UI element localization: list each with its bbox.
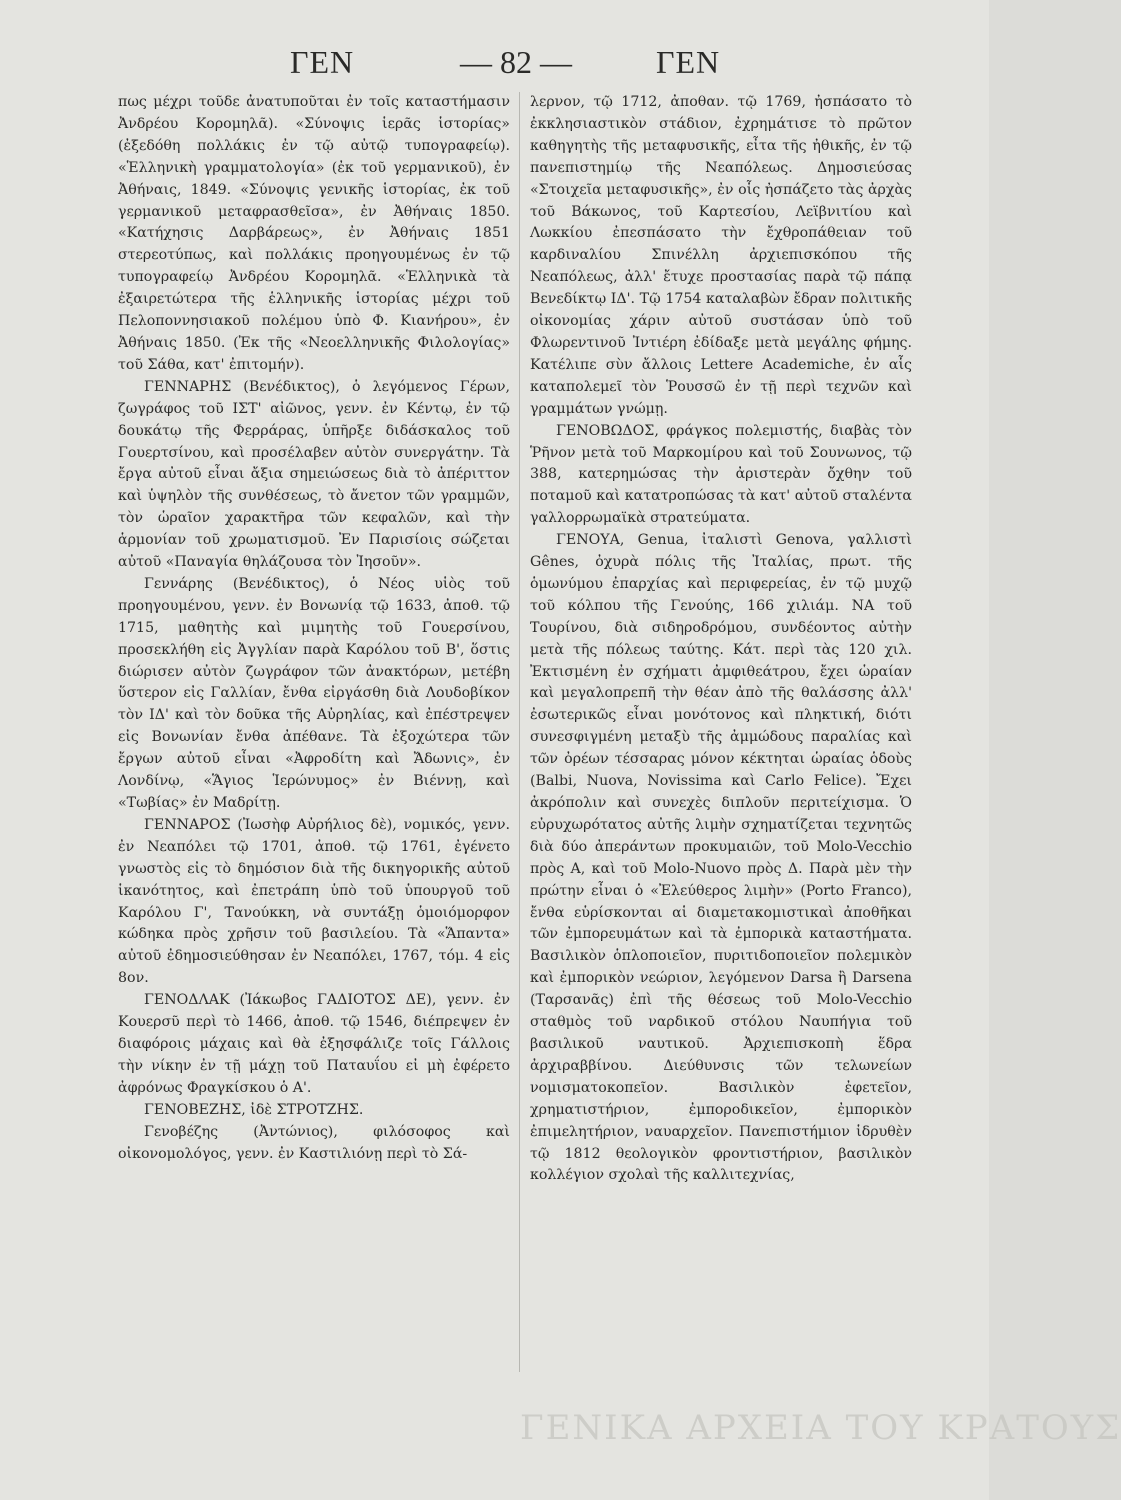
right-column (530, 92, 912, 1187)
archive-watermark: ΓΕΝΙΚΑ ΑΡΧΕΙΑ ΤΟΥ ΚΡΑΤΟΥΣ (520, 1408, 1121, 1448)
entry-paragraph: ΓΕΝΝΑΡΗΣ (Βενέδικτος), ὁ λεγόμενος Γέρων, ζωγράφος τοῦ ΙΣΤ' αἰῶνος, γενν. ἐν Κέντῳ, ἐν τῷ δουκάτῳ τῆς Φερράρας, ὑπῆρξε διδάσκαλος τοῦ Γουερτσίνου, καὶ προσέλαβεν αὐτὸν συνεργάτην. Τὰ ἔργα αὐτοῦ εἶναι ἄξια σημειώσεως διὰ τὸ ἀπέριττον καὶ ὑψηλὸν τῆς συνθέσεως, τὸ ἄνετον τῶν γραμμῶν, τὸν ὡραῖον χαρακτῆρα τῶν κεφαλῶν, καὶ τὴν ἁρμονίαν τοῦ χρωματισμοῦ. Ἐν Παρισίοις σώζεται αὐτοῦ «Παναγία θηλάζουσα τὸν Ἰησοῦν». (118, 378, 510, 571)
entry-paragraph: Γεννάρης (Βενέδικτος), ὁ Νέος υἱὸς τοῦ προηγουμένου, γενν. ἐν Βονωνίᾳ τῷ 1633, ἀποθ. τῷ 1715, μαθητὴς καὶ μιμητὴς τοῦ Γουερσίνου, προσεκλήθη εἰς Ἀγγλίαν παρὰ Καρόλου τοῦ Β', ὅστις διώρισεν αὐτὸν ζωγράφον τῶν ἀνακτόρων, μετέβη ὕστερον εἰς Γαλλίαν, ἔνθα εἰργάσθη διὰ Λουδοβίκον τὸν ΙΔ' καὶ τὸν δοῦκα τῆς Αὐρηλίας, καὶ ἐπέστρεψεν εἰς Βονωνίαν ἔνθα ἀπέθανε. Τὰ ἐξοχώτερα τῶν ἔργων αὐτοῦ εἶναι «Ἀφροδίτη καὶ Ἄδωνις», ἐν Λονδίνῳ, «Ἅγιος Ἱερώνυμος» ἐν Βιέννῃ, καὶ «Τωβίας» ἐν Μαδρίτῃ. (118, 575, 510, 811)
column-divider (519, 92, 520, 1372)
entry-paragraph: ΓΕΝΟΒΩΔΟΣ, φράγκος πολεμιστής, διαβὰς τὸν Ῥῆνον μετὰ τοῦ Μαρκομίρου καὶ τοῦ Σουνωνος, τῷ 388, κατερημώσας τὴν ἀριστερὰν ὄχθην τοῦ ποταμοῦ καὶ κατατροπώσας τὰ κατ' αὐτοῦ σταλέντα γαλλορρωμαϊκὰ στρατεύματα. (530, 422, 912, 527)
running-header (0, 44, 989, 94)
header-right-term: ΓΕΝ (656, 44, 721, 80)
page-number: — 82 — (460, 44, 572, 80)
entry-paragraph: ΓΕΝΟΥΑ, Genua, ἰταλιστὶ Genova, γαλλιστὶ Gênes, ὀχυρὰ πόλις τῆς Ἰταλίας, πρωτ. τῆς ὁμωνύμου ἐπαρχίας καὶ περιφερείας, ἐν τῷ μυχῷ τοῦ κόλπου τῆς Γενούης, 166 χιλιάμ. ΝΑ τοῦ Τουρίνου, διὰ σιδηροδρόμου, συνδέοντος αὐτὴν μετὰ τῆς πόλεως ταύτης. Κάτ. περὶ τὰς 120 χιλ. Ἐκτισμένη ἐν σχήματι ἀμφιθεάτρου, ἔχει ὡραίαν καὶ μεγαλοπρεπῆ τὴν θέαν ἀπὸ τῆς θαλάσσης ἀλλ' ἐσωτερικῶς εἶναι μονότονος καὶ πληκτική, διότι συνεσφιγμένη μεταξὺ τῆς ἀμμώδους παραλίας καὶ τῶν ὀρέων τέσσαρας μόνον κέκτηται ὡραίας ὁδοὺς (Balbi, Nuova, Novissima καὶ Carlo Felice). Ἔχει ἀκρόπολιν καὶ συνεχὲς διπλοῦν περιτείχισμα. Ὁ εὐρυχωρότατος αὐτῆς λιμὴν σχηματίζεται τεχνητῶς διὰ δύο ἀπεράντων προκυμαιῶν, τοῦ Molo-Vecchio πρὸς Α, καὶ τοῦ Molo-Nuovo πρὸς Δ. Παρὰ μὲν τὴν πρώτην εἶναι ὁ «Ἐλεύθερος λιμὴν» (Porto Franco), ἔνθα εὑρίσκονται αἱ διαμετακομιστικαὶ ἀποθῆκαι τῶν ἐμπορευμάτων καὶ τὰ ἐμπορικὰ καταστήματα. Βασιλικὸν ὁπλοποιεῖον, πυριτιδοποιεῖον πολεμικὸν καὶ ἐμπορικὸν νεώριον, λεγόμενον Darsa ἢ Darsena (Ταρσανᾶς) ἐπὶ τῆς θέσεως τοῦ Molo-Vecchio σταθμὸς τοῦ ναρδικοῦ στόλου Ναυπήγια τοῦ βασιλικοῦ ναυτικοῦ. Ἀρχιεπισκοπὴ ἕδρα ἀρχιραββίνου. Διεύθυνσις τῶν τελωνείων νομισματοκοπεῖον. Βασιλικὸν ἐφετεῖον, χρηματιστήριον, ἐμποροδικεῖον, ἐμπορικὸν ἐπιμελητήριον, ναυαρχεῖον. Πανεπιστήμιον ἱδρυθὲν τῷ 1812 θεολογικὸν φροντιστήριον, βασιλικὸν κολλέγιον σχολαὶ τῆς καλλιτεχνίας, (530, 532, 912, 1184)
entry-paragraph: λερνον, τῷ 1712, ἀποθαν. τῷ 1769, ἠσπάσατο τὸ ἐκκλησιαστικὸν στάδιον, ἐχρημάτισε τὸ πρῶτον καθηγητὴς τῆς μεταφυσικῆς, εἶτα τῆς ἠθικῆς, ἐν τῷ πανεπιστημίῳ τῆς Νεαπόλεως. Δημοσιεύσας «Στοιχεῖα μεταφυσικῆς», ἐν οἷς ἠσπάζετο τὰς ἀρχὰς τοῦ Βάκωνος, τοῦ Καρτεσίου, Λεϊβνιτίου καὶ Λωκκίου ἐπεσπάσατο τὴν ἔχθροπάθειαν τοῦ καρδιναλίου Σπινέλλη ἀρχιεπισκόπου τῆς Νεαπόλεως, ἀλλ' ἔτυχε προστασίας παρὰ τῷ πάπᾳ Βενεδίκτῳ ΙΔ'. Τῷ 1754 καταλαβὼν ἔδραν πολιτικῆς οἰκονομίας χάριν αὐτοῦ συστάσαν ὑπὸ τοῦ Φλωρεντινοῦ Ἰντιέρη ἐδίδαξε μετὰ μεγάλης φήμης. Κατέλιπε σὺν ἄλλοις Lettere Academiche, ἐν αἷς καταπολεμεῖ τὸν Ῥουσσῶ ἐν τῇ περὶ τεχνῶν καὶ γραμμάτων γνώμῃ. (530, 94, 912, 417)
entry-paragraph: ΓΕΝΟΒΕΖΗΣ, ἰδὲ ΣΤΡΟΤΖΗΣ. (144, 1101, 364, 1118)
left-column (118, 92, 510, 1165)
entry-paragraph: ΓΕΝΟΔΛΑΚ (Ἰάκωβος ΓΑΔΙΟΤΟΣ ΔΕ), γενν. ἐν Κουερσῦ περὶ τὸ 1466, ἀποθ. τῷ 1546, διέπρεψεν ἐν διαφόροις μάχαις καὶ θὰ ἐξησφάλιζε τοῖς Γάλλοις τὴν νίκην ἐν τῇ μάχῃ τοῦ Παταυΐου εἰ μὴ ἐφέρετο ἀφρόνως Φραγκίσκου ὁ Α'. (118, 992, 510, 1096)
entry-paragraph: πως μέχρι τοῦδε ἀνατυποῦται ἐν τοῖς καταστήμασιν Ἀνδρέου Κορομηλᾶ). «Σύνοψις ἱερᾶς ἱστορίας» (ἐξεδόθη πολλάκις ἐν τῷ αὐτῷ τυπογραφείῳ). «Ἑλληνικὴ γραμματολογία» (ἐκ τοῦ γερμανικοῦ), ἐν Ἀθήναις, 1849. «Σύνοψις γενικῆς ἱστορίας, ἐκ τοῦ γερμανικοῦ μεταφρασθεῖσα», ἐν Ἀθήναις 1850. «Κατήχησις Δαρβάρεως», ἐν Ἀθήναις 1851 στερεοτύπως, καὶ πολλάκις προηγουμένως ἐν τῷ τυπογραφείῳ Ἀνδρέου Κορομηλᾶ. «Ἑλληνικὰ τὰ ἐξαιρετώτερα τῆς ἑλληνικῆς ἱστορίας μέχρι τοῦ Πελοποννησιακοῦ πολέμου ὑπὸ Φ. Κιανήρου», ἐν Ἀθήναις 1850. (Ἐκ τῆς «Νεοελληνικῆς Φιλολογίας» τοῦ Σάθα, κατ' ἐπιτομήν). (118, 94, 510, 373)
entry-paragraph: Γενοβέζης (Ἀντώνιος), φιλόσοφος καὶ οἰκονομολόγος, γενν. ἐν Καστιλιόνῃ περὶ τὸ Σά- (118, 1123, 510, 1162)
entry-paragraph: ΓΕΝΝΑΡΟΣ (Ἰωσὴφ Αὐρήλιος δὲ), νομικός, γενν. ἐν Νεαπόλει τῷ 1701, ἀποθ. τῷ 1761, ἐγένετο γνωστὸς εἰς τὸ δημόσιον διὰ τῆς δικηγορικῆς αὐτοῦ ἱκανότητος, καὶ ἐπετράπη ὑπὸ τοῦ ὑπουργοῦ τοῦ Καρόλου Γ', Τανούκκη, νὰ συντάξῃ ὁμοιόμορφον κώδηκα πρὸς χρῆσιν τοῦ βασιλείου. Τὰ «Ἅπαντα» αὐτοῦ ἐδημοσιεύθησαν ἐν Νεαπόλει, 1767, τόμ. 4 εἰς 8ον. (118, 816, 510, 987)
header-left-term: ΓΕΝ (290, 44, 355, 80)
